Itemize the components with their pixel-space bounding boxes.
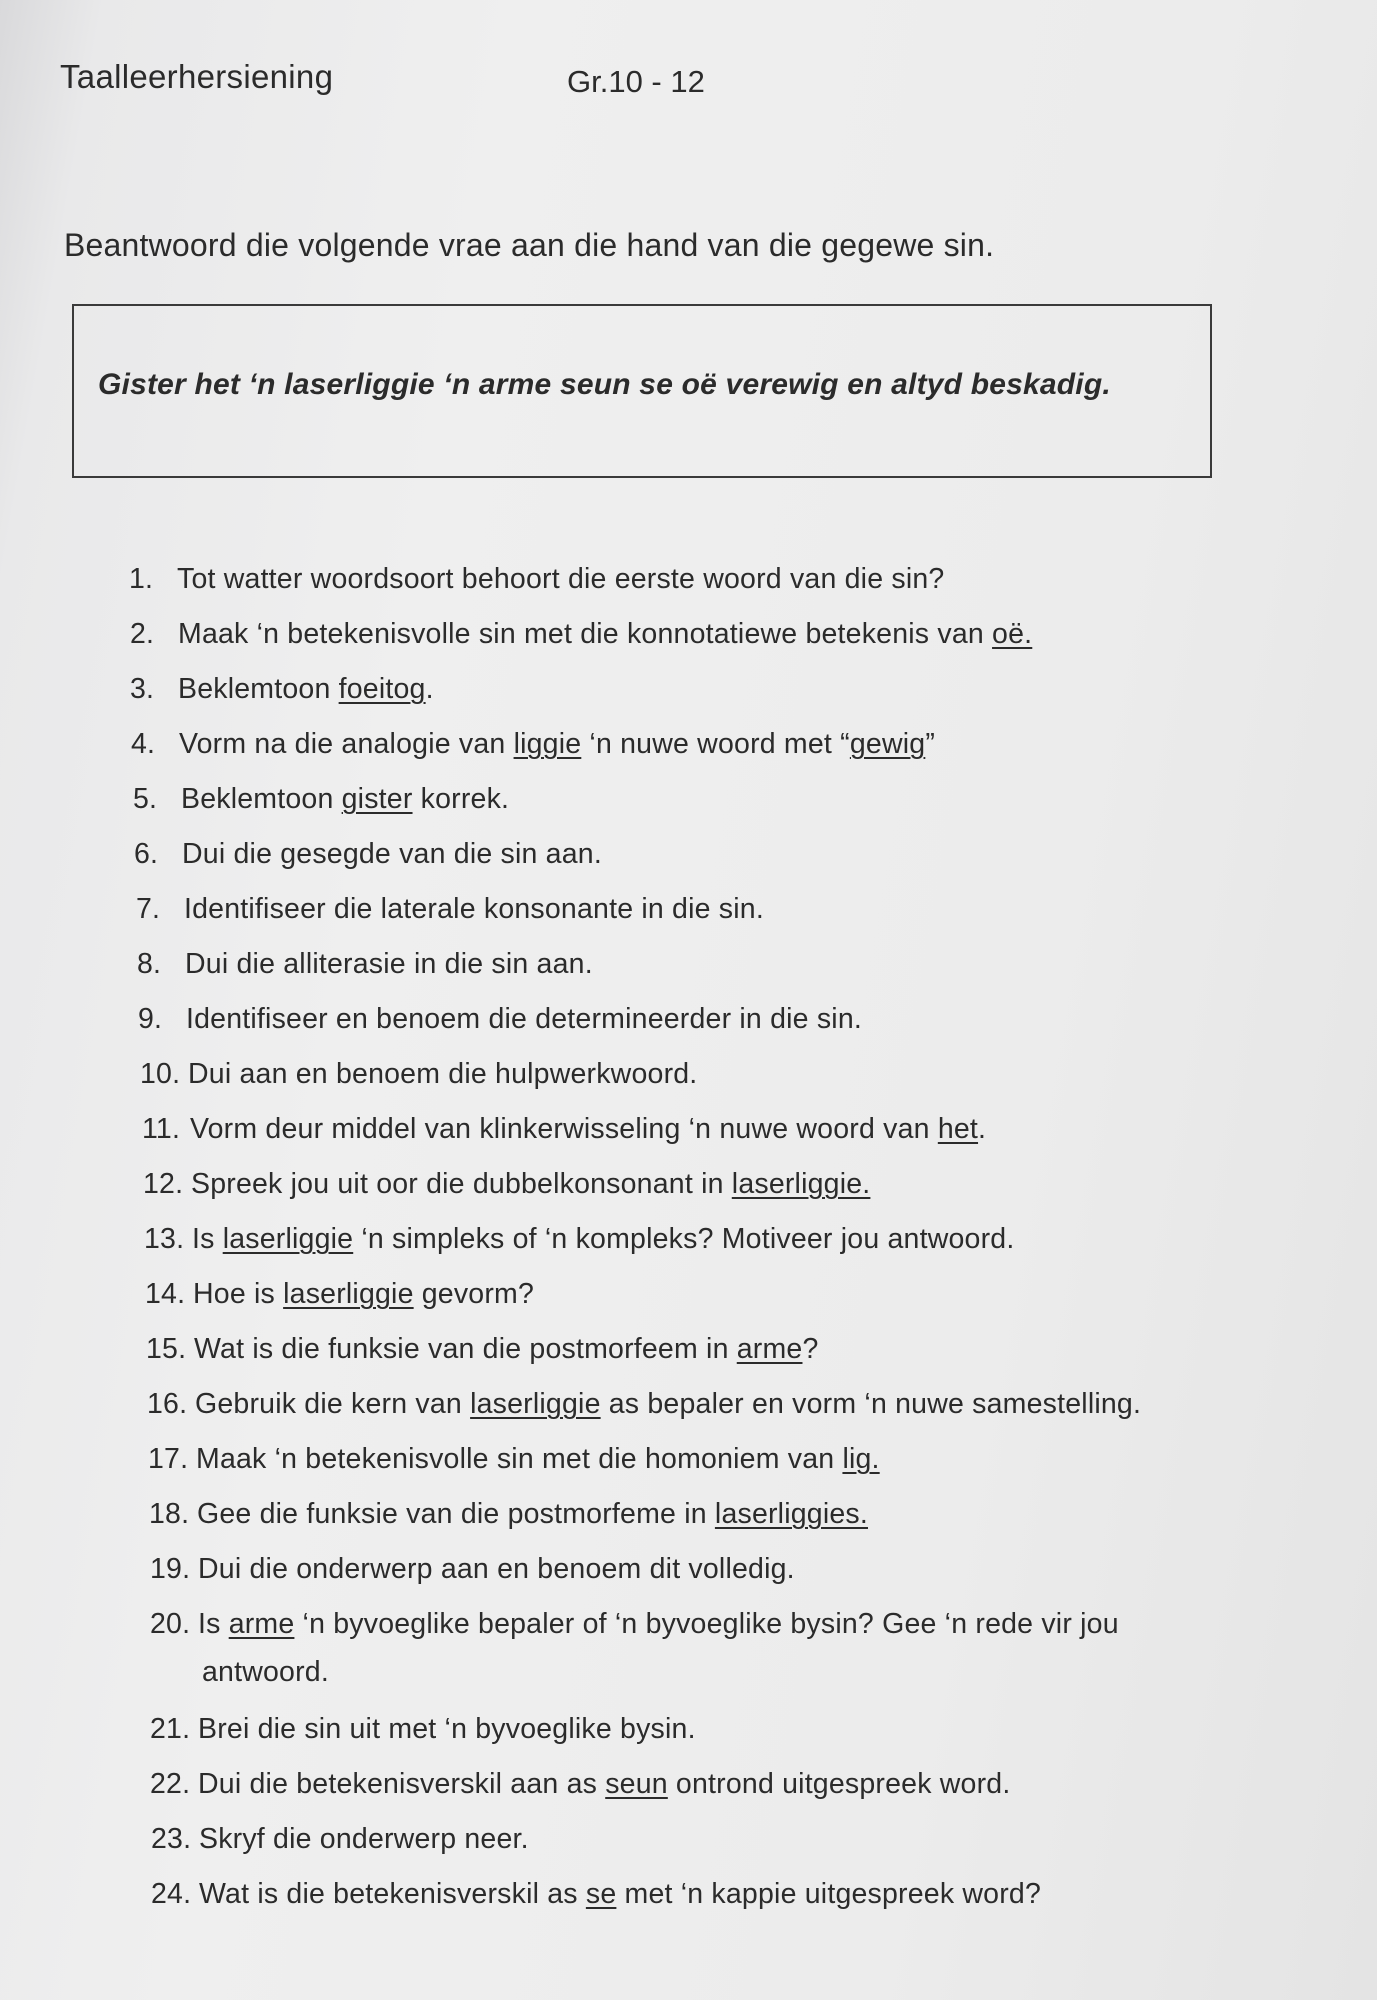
question-text: met ‘n kappie uitgespreek word? (616, 1878, 1042, 1910)
question-text: Identifiseer die laterale konsonante in die sin. (184, 893, 764, 925)
question-item (143, 1168, 870, 1201)
question-item (140, 1058, 697, 1091)
question-text: korrek. (412, 783, 510, 815)
underlined-keyword: arme (228, 1608, 295, 1640)
question-text: Dui aan en benoem die hulpwerkwoord. (188, 1058, 698, 1090)
question-text: Vorm deur middel van klinkerwisseling ‘n nuwe woord van (190, 1113, 938, 1145)
question-number: 15. (146, 1333, 187, 1365)
question-number: 13. (144, 1223, 185, 1255)
underlined-keyword: laserliggie (283, 1278, 414, 1310)
worksheet-title: Taalleerhersiening (60, 58, 334, 95)
question-text: Tot watter woordsoort behoort die eerste woord van die sin? (177, 563, 945, 595)
question-text: ontrond uitgespreek word. (667, 1768, 1011, 1800)
underlined-keyword: se (585, 1878, 617, 1910)
question-number: 18. (149, 1498, 190, 1530)
question-item (129, 563, 944, 596)
question-item (150, 1553, 795, 1586)
question-number: 5. (133, 783, 158, 815)
question-item (138, 1003, 862, 1036)
question-item (147, 1388, 1141, 1421)
question-text: Identifiseer en benoem die determineerder in die sin. (186, 1003, 862, 1035)
question-text: ? (802, 1333, 819, 1365)
question-item (145, 1278, 534, 1311)
question-text: Gee die funksie van die postmorfeme in (197, 1498, 715, 1530)
question-text: Maak ‘n betekenisvolle sin met die konnotatiewe betekenis van (178, 618, 993, 650)
question-text: Wat is die betekenisverskil as (199, 1878, 586, 1910)
question-text: Maak ‘n betekenisvolle sin met die homoniem van (196, 1443, 843, 1475)
question-text: ‘n simpleks of ‘n kompleks? Motiveer jou antwoord. (353, 1223, 1015, 1255)
question-number: 16. (147, 1388, 188, 1420)
underlined-keyword: seun (605, 1768, 668, 1800)
question-text: Dui die onderwerp aan en benoem dit volledig. (198, 1553, 795, 1585)
question-item (146, 1333, 819, 1366)
question-number: 6. (134, 838, 159, 870)
question-text: Beklemtoon (178, 673, 339, 705)
question-item (148, 1443, 880, 1476)
question-number: 2. (130, 618, 155, 650)
question-item (150, 1608, 1119, 1688)
question-text: Beklemtoon (181, 783, 342, 815)
question-number: 21. (150, 1713, 191, 1745)
question-text: Is (198, 1608, 229, 1640)
question-number: 11. (142, 1113, 181, 1145)
question-text: Is (192, 1223, 223, 1255)
underlined-keyword: laserliggie (222, 1223, 354, 1255)
question-text: Skryf die onderwerp neer. (199, 1823, 529, 1855)
question-item (136, 893, 764, 926)
question-text: Dui die gesegde van die sin aan. (182, 838, 602, 870)
question-number: 3. (130, 673, 155, 705)
question-item (151, 1823, 529, 1856)
question-text: . (978, 1113, 987, 1145)
underlined-keyword: laserliggies. (714, 1498, 868, 1530)
question-text: gevorm? (413, 1278, 535, 1310)
question-number: 4. (131, 728, 156, 760)
question-item (151, 1878, 1041, 1911)
underlined-keyword: laserliggie (470, 1388, 601, 1420)
question-text: Spreek jou uit oor die dubbelkonsonant in (191, 1168, 732, 1200)
question-number: 7. (136, 893, 161, 925)
instruction-text: Beantwoord die volgende vrae aan die hand van die gegewe sin. (64, 227, 995, 263)
question-item (142, 1113, 986, 1146)
underlined-keyword: laserliggie. (731, 1168, 871, 1200)
question-text: Brei die sin uit met ‘n byvoeglike bysin. (198, 1713, 696, 1745)
question-number: 19. (150, 1553, 191, 1585)
question-number: 20. (150, 1608, 191, 1640)
question-text: ‘n nuwe woord met “ (581, 728, 850, 760)
question-text: Wat is die funksie van die postmorfeem in (194, 1333, 737, 1365)
question-text: Hoe is (193, 1278, 284, 1310)
question-number: 14. (145, 1278, 186, 1310)
question-text-continued: antwoord. (202, 1656, 329, 1688)
underlined-keyword: foeitog (338, 673, 426, 705)
question-item (150, 1713, 696, 1746)
question-item (149, 1498, 868, 1531)
question-text: Vorm na die analogie van (179, 728, 514, 760)
question-text: Gebruik die kern van (195, 1388, 471, 1420)
question-number: 9. (138, 1003, 163, 1035)
underlined-keyword: liggie (513, 728, 582, 760)
underlined-keyword: het (937, 1113, 979, 1145)
question-number: 23. (151, 1823, 192, 1855)
question-item (133, 783, 509, 816)
underlined-keyword: lig. (842, 1443, 880, 1475)
given-sentence: Gister het ‘n laserliggie ‘n arme seun se oë verewig en altyd beskadig. (98, 368, 1111, 401)
question-number: 1. (129, 563, 154, 595)
question-number: 8. (137, 948, 162, 980)
underlined-keyword: gewig (849, 728, 926, 760)
underlined-keyword: oë. (992, 618, 1033, 650)
question-item (130, 618, 1032, 651)
question-number: 22. (150, 1768, 191, 1800)
question-text: ” (925, 728, 936, 760)
question-text: Dui die betekenisverskil aan as (198, 1768, 606, 1800)
question-number: 12. (143, 1168, 184, 1200)
question-item (131, 728, 935, 761)
question-item (134, 838, 602, 871)
question-item (150, 1768, 1010, 1801)
question-number: 17. (148, 1443, 189, 1475)
question-text: as bepaler en vorm ‘n nuwe samestelling. (600, 1388, 1142, 1420)
question-number: 10. (140, 1058, 181, 1090)
question-item (144, 1223, 1014, 1256)
underlined-keyword: gister (341, 783, 413, 815)
question-text: . (425, 673, 434, 705)
question-text: ‘n byvoeglike bepaler of ‘n byvoeglike bysin? Gee ‘n rede vir jou (294, 1608, 1119, 1640)
grade-label: Gr.10 - 12 (567, 64, 705, 99)
question-item (130, 673, 434, 706)
underlined-keyword: arme (736, 1333, 803, 1365)
question-number: 24. (151, 1878, 192, 1910)
question-text: Dui die alliterasie in die sin aan. (185, 948, 593, 980)
question-item (137, 948, 593, 981)
